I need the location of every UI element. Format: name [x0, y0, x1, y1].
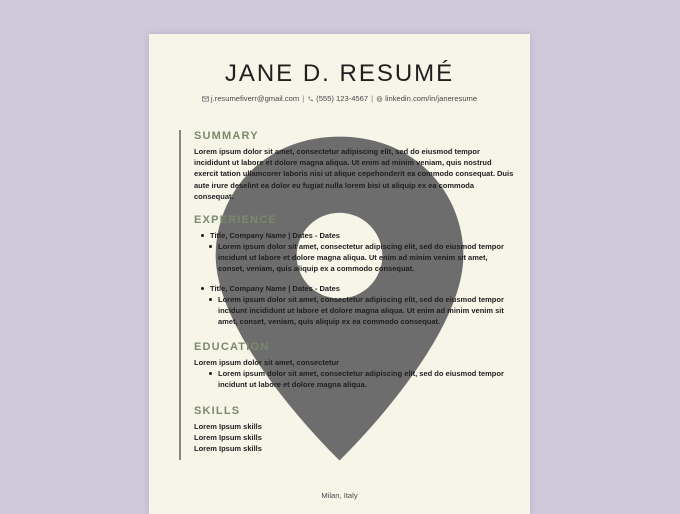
job-bullet: Lorem ipsum dolor sit amet, consectetur adipiscing elit, sed do eiusmod tempor incidunt ut labore et dolore magna aliqua. Ut enim ad minim venim sit amet, conset, veniam, quis aliquip ex a commodo consequat. — [194, 241, 514, 274]
job-title: Title, Company Name | Dates - Dates — [194, 230, 514, 241]
envelope-icon — [202, 96, 209, 102]
summary-heading: SUMMARY — [194, 130, 259, 142]
skill-item: Lorem Ipsum skills — [194, 444, 262, 453]
linkedin-icon — [376, 96, 383, 102]
job-entry — [194, 230, 514, 274]
summary-section — [194, 130, 514, 202]
resume-name: JANE D. RESUMÉ — [224, 60, 455, 87]
experience-heading: EXPERIENCE — [194, 214, 277, 226]
job-entry — [194, 283, 514, 327]
contact-separator: | — [371, 94, 374, 103]
contact-location: Milan, Italy — [321, 491, 358, 500]
education-section — [194, 341, 514, 390]
skills-section — [194, 405, 514, 454]
education-bullet: Lorem ipsum dolor sit amet, consectetur adipiscing elit, sed do eiusmod tempor incidunt ut labore et dolore magna aliqua. — [194, 368, 514, 390]
contact-separator: | — [302, 94, 305, 103]
phone-icon — [307, 96, 314, 102]
contact-email[interactable]: j.resumefiverr@gmail.com — [210, 94, 300, 103]
job-bullet: Lorem ipsum dolor sit amet, consectetur adipiscing elit, sed do eiusmod tempor incidunt incididunt ut labore et dolore magna aliqua. Ut enim ad minim venim sit amet, conset, veniam, quis aliquip ex ea commodo consequat. — [194, 294, 514, 327]
summary-text: Lorem ipsum dolor sit amet, consectetur adipiscing elit, sed do eiusmod tempor incididunt ut labore et dolore magna aliqua. Ut enim ad minim veniam, quis nostrud exercit tation ullamcorer laboris nisi ut alique cepehonderit ea commodo consequat. Duis aute irure deselint ea dolor eu fugiat nulla lorem bisi ut aliquip ex ea commoda consequat. — [194, 147, 514, 201]
education-line: Lorem ipsum dolor sit amet, consectetur — [194, 358, 340, 367]
contact-phone[interactable]: (555) 123-4567 — [316, 94, 369, 103]
skill-item: Lorem Ipsum skills — [194, 422, 262, 431]
skill-item: Lorem Ipsum skills — [194, 433, 262, 442]
education-heading: EDUCATION — [194, 341, 270, 353]
experience-section — [194, 214, 514, 327]
section-divider-rule — [179, 130, 181, 460]
contact-line — [149, 94, 530, 103]
skills-heading: SKILLS — [194, 405, 241, 417]
job-title: Title, Company Name | Dates - Dates — [194, 283, 514, 294]
contact-linkedin[interactable]: linkedin.com/in/janeresume — [385, 94, 478, 103]
resume-document — [149, 34, 530, 514]
